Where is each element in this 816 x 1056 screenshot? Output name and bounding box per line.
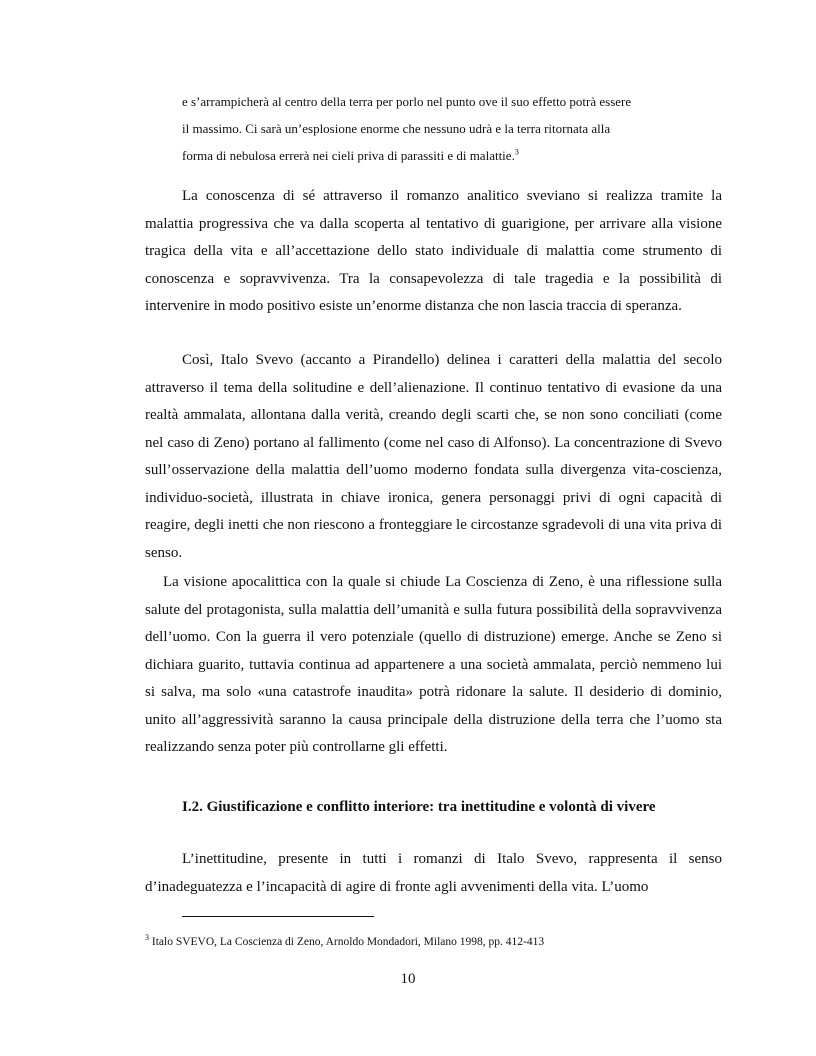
quote-line-text: forma di nebulosa errerà nei cieli priva di parassiti e di malattie. xyxy=(182,148,515,163)
footnote-separator xyxy=(182,916,374,917)
footnote-text: Italo SVEVO, La Coscienza di Zeno, Arnoldo Mondadori, Milano 1998, pp. 412-413 xyxy=(151,936,545,948)
footnote-reference[interactable]: 3 xyxy=(514,147,519,157)
quote-line xyxy=(182,142,712,169)
paragraph-text: L’inettitudine, presente in tutti i romanzi di Italo Svevo, rappresenta il senso d’inadeguatezza e l’incapacità di agire di fronte agli avvenimenti della vita. L’uomo xyxy=(145,851,722,895)
paragraph-2 xyxy=(145,347,722,567)
paragraph-3 xyxy=(145,569,722,762)
paragraph-text: La visione apocalittica con la quale si chiude La Coscienza di Zeno, è una riflessione sulla salute del protagonista, sulla malattia dell’umanità e sulla futura possibilità della sopravvivenza dell’uomo. Con la guerra il vero potenziale (quello di distruzione) emerge. Anche se Zeno si dichiara guarito, tuttavia continua ad appartenere a una società ammalata, perciò nemmeno lui si salva, ma solo «una catastrofe inaudita» potrà ridonare la salute. Il desiderio di dominio, unito all’aggressività saranno la causa principale della distruzione della terra che l’uomo sta realizzando senza poter più controllarne gli effetti. xyxy=(145,574,722,755)
paragraph-text: Così, Italo Svevo (accanto a Pirandello) delinea i caratteri della malattia del secolo attraverso il tema della solitudine e dell’alienazione. Il continuo tentativo di evasione da una realtà ammalata, allontana dalla verità, creando degli scarti che, se non sono conciliati (come nel caso di Zeno) portano al fallimento (come nel caso di Alfonso). La concentrazione di Svevo sull’osservazione della malattia dell’uomo moderno fondata sulla divergenza vita-coscienza, individuo-società, illustrata in chiave ironica, genera personaggi privi di ogni capacità di reagire, degli inetti che non riescono a fronteggiare le circostanze sgradevoli di una vita priva di senso. xyxy=(145,352,722,561)
footnote xyxy=(145,934,544,950)
paragraph-text: La conoscenza di sé attraverso il romanzo analitico sveviano si realizza tramite la malattia progressiva che va dalla scoperta al tentativo di guarigione, per arrivare alla visione tragica della vita e all’accettazione dello stato individuale di malattia come strumento di conoscenza e sopravvivenza. Tra la consapevolezza di tale tragedia e la possibilità di intervenire in modo positivo esiste un’enorme distanza che non lascia traccia di speranza. xyxy=(145,188,722,314)
section-heading: I.2. Giustificazione e conflitto interiore: tra inettitudine e volontà di vivere xyxy=(182,799,656,815)
quote-line: il massimo. Ci sarà un’esplosione enorme che nessuno udrà e la terra ritornata alla xyxy=(182,121,611,136)
quote-line: e s’arrampicherà al centro della terra per porlo nel punto ove il suo effetto potrà essere xyxy=(182,94,632,109)
page-number: 10 xyxy=(400,971,416,987)
paragraph-1 xyxy=(145,183,722,321)
block-quote xyxy=(182,88,712,169)
section-paragraph xyxy=(145,846,722,901)
footnote-number: 3 xyxy=(145,933,149,943)
